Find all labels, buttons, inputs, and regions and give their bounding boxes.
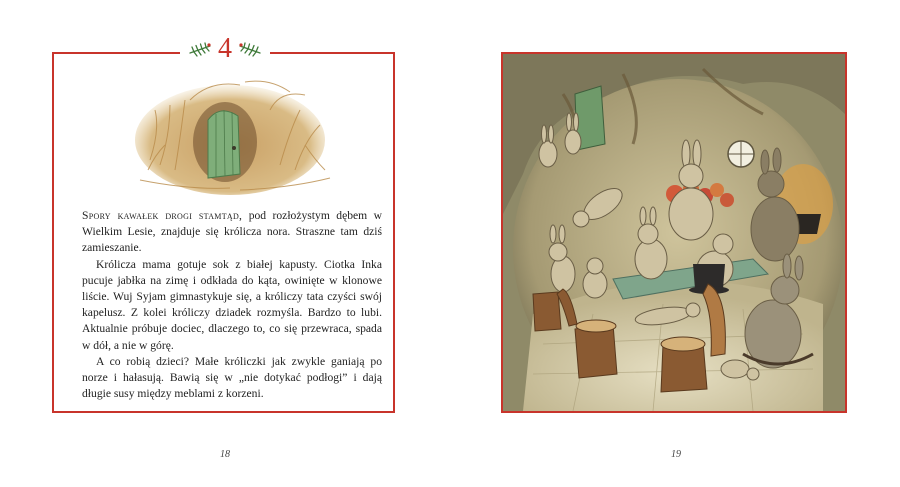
burrow-door-illustration <box>130 70 340 200</box>
right-page-frame <box>501 52 847 413</box>
page-number-right: 19 <box>671 449 681 460</box>
story-paragraph <box>82 208 382 257</box>
story-text <box>82 208 382 402</box>
chapter-number: 4 <box>218 33 232 64</box>
story-paragraph: Królicza mama gotuje sok z białej kapusty. Ciotka Inka pucuje jabłka na zimę i odkłada do kąta, owinięte w klonowe liście. Wuj Syjam gimnastykuje się, a króliczy tata czyści swój kapelusz. Z kolei króliczy dziadek rozmyśla. Bardzo to lubi. Aktualnie próbuje dociec, dlaczego to, co się przewraca, spada w dół, a nie w górę. <box>82 257 382 352</box>
story-lead-smallcaps: Spory kawałek drogi stamtąd, <box>82 209 243 222</box>
pine-sprig-icon <box>238 41 262 57</box>
chapter-header <box>180 33 270 65</box>
pine-sprig-icon <box>188 41 212 57</box>
rabbit-warren-illustration <box>503 54 845 411</box>
page-number-left: 18 <box>220 449 230 460</box>
story-paragraph-text: pod rozłożystym dębem w Wielkim Lesie, znajduje się królicza nora. Straszne tam dziś zamieszanie. <box>82 209 383 255</box>
story-paragraph: A co robią dzieci? Małe króliczki jak zwykle ganiają po norze i hałasują. Bawią się w „nie dotykać podłogi” i dają długie susy między meblami z korzeni. <box>82 354 382 401</box>
